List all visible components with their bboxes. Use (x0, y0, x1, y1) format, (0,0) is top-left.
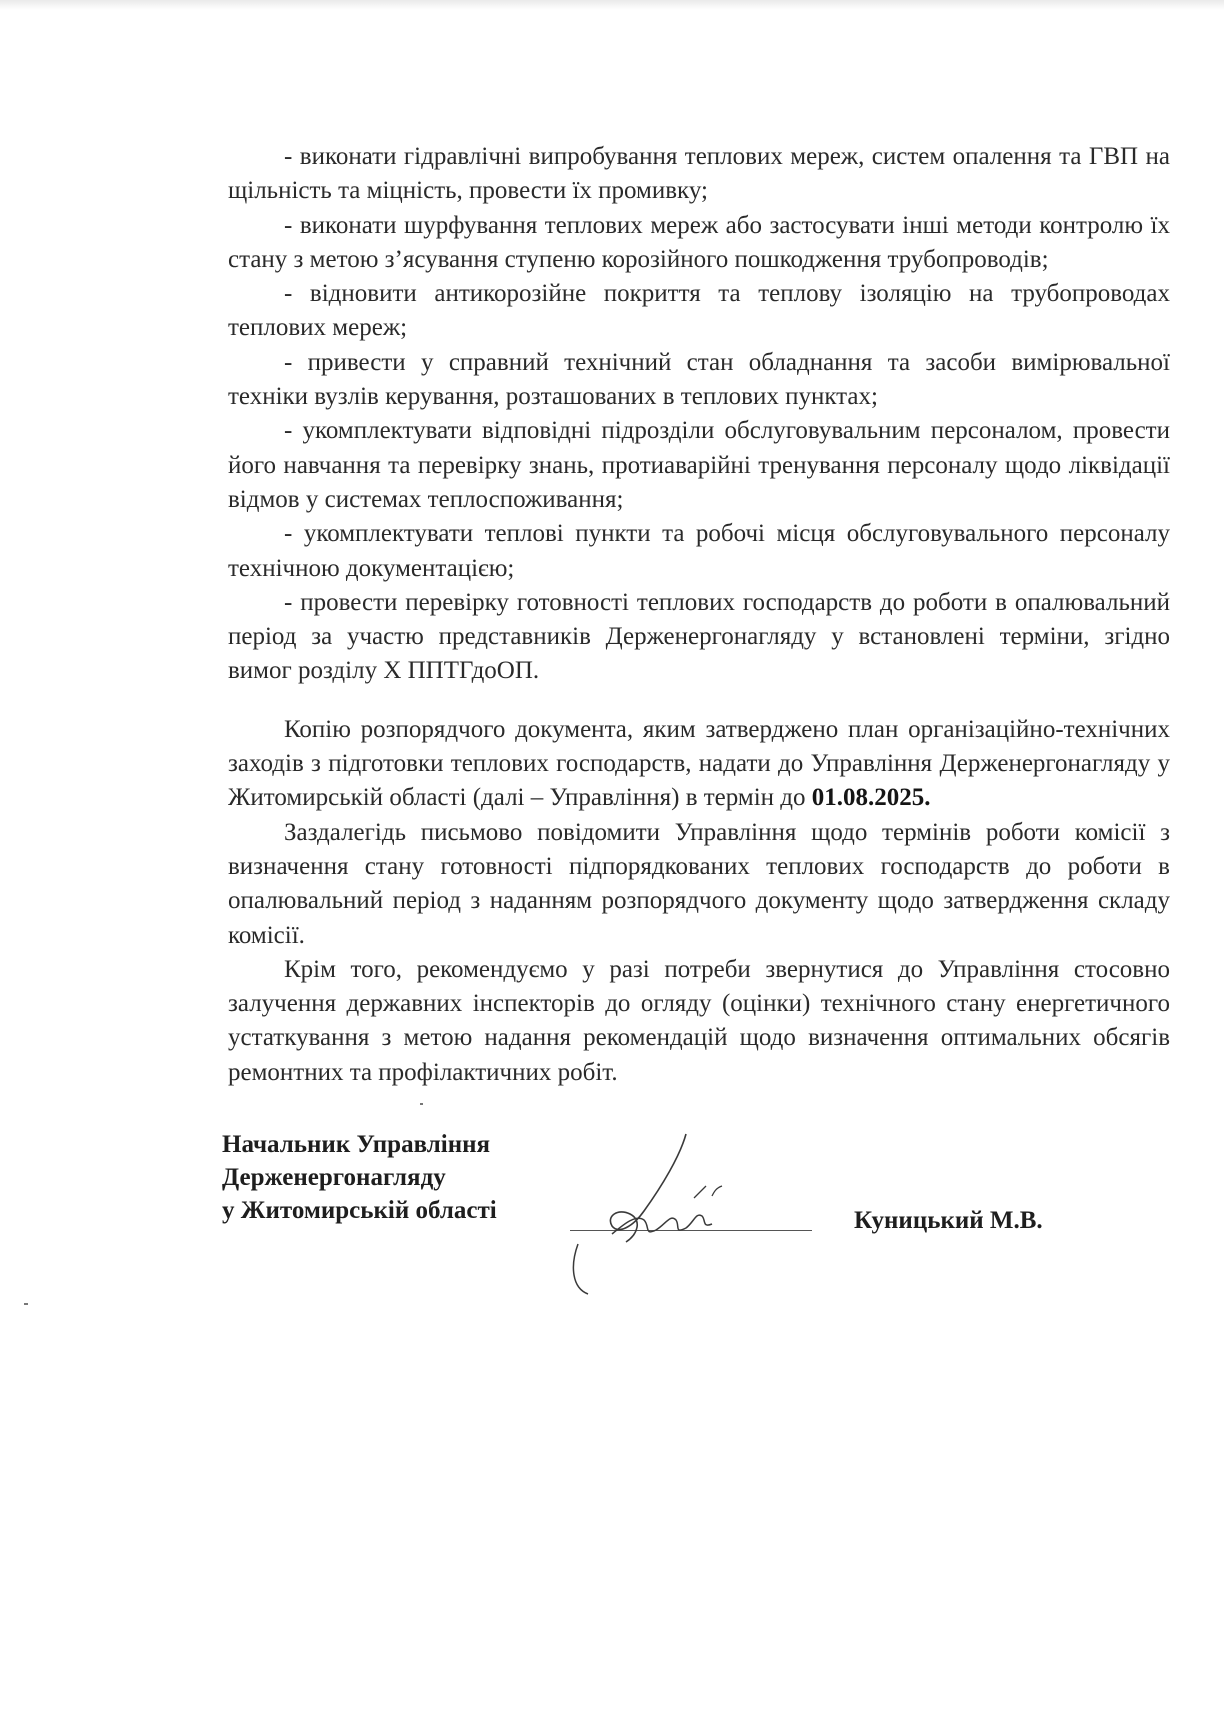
list-item: - привести у справний технічний стан обладнання та засоби вимірювальної техніки вузлів керування, розташованих в теплових пунктах; (228, 348, 1170, 411)
list-item: - відновити антикорозійне покриття та теплову ізоляцію на трубопроводах теплових мереж; (228, 280, 1170, 342)
signatory-title-line: Держенергонагляду (222, 1164, 446, 1191)
signatory-title-line: Начальник Управління (222, 1131, 491, 1158)
scan-speck (24, 1303, 28, 1305)
notify-paragraph: Заздалегідь письмово повідомити Управління щодо термінів роботи комісії з визначення стану готовності підпорядкованих теплових господарств до роботи в опалювальний період з наданням розпорядчого документу щодо затвердження складу комісії. (228, 818, 1170, 949)
list-item: - укомплектувати теплові пункти та робочі місця обслуговувального персоналу технічною документацією; (228, 520, 1170, 582)
copy-paragraph-text: Копію розпорядчого документа, яким затверджено план організаційно-технічних заходів з підготовки теплових господарств, надати до Управління Держенергонагляду у Житомирській області (далі – Управління) в термін до (228, 715, 1170, 812)
list-item: - виконати гідравлічні випробування теплових мереж, систем опалення та ГВП на щільність та міцність, провести їх промивку; (228, 143, 1170, 205)
deadline-date: 01.08.2025. (811, 784, 931, 812)
recommend-paragraph: Крім того, рекомендуємо у разі потреби звернутися до Управління стосовно залучення державних інспекторів до огляду (оцінки) технічного стану енергетичного устаткування з метою надання рекомендацій щодо визначення оптимальних обсягів ремонтних та профілактичних робіт. (228, 955, 1170, 1086)
scan-edge (0, 0, 1224, 10)
signatory-title-line: у Житомирській області (222, 1197, 497, 1224)
scan-speck (420, 1103, 423, 1105)
document-body (228, 140, 1170, 1090)
signature-block (222, 1128, 1182, 1308)
list-item: - виконати шурфування теплових мереж або застосувати інші методи контролю їх стану з метою з’ясування ступеню корозійного пошкодження трубопроводів; (228, 211, 1170, 273)
handwritten-signature (552, 1116, 792, 1296)
list-item: - укомплектувати відповідні підрозділи обслуговувальним персоналом, провести його навчання та перевірку знань, протиаварійні тренування персоналу щодо ліквідації відмов у системах теплоспоживання; (228, 417, 1170, 513)
signatory-name: Куницький М.В. (854, 1207, 1043, 1234)
copy-paragraph (228, 713, 1170, 816)
list-item: - провести перевірку готовності теплових господарств до роботи в опалювальний період за участю представників Держенергонагляду у встановлені терміни, згідно вимог розділу Х ППТГдоОП. (228, 588, 1170, 685)
